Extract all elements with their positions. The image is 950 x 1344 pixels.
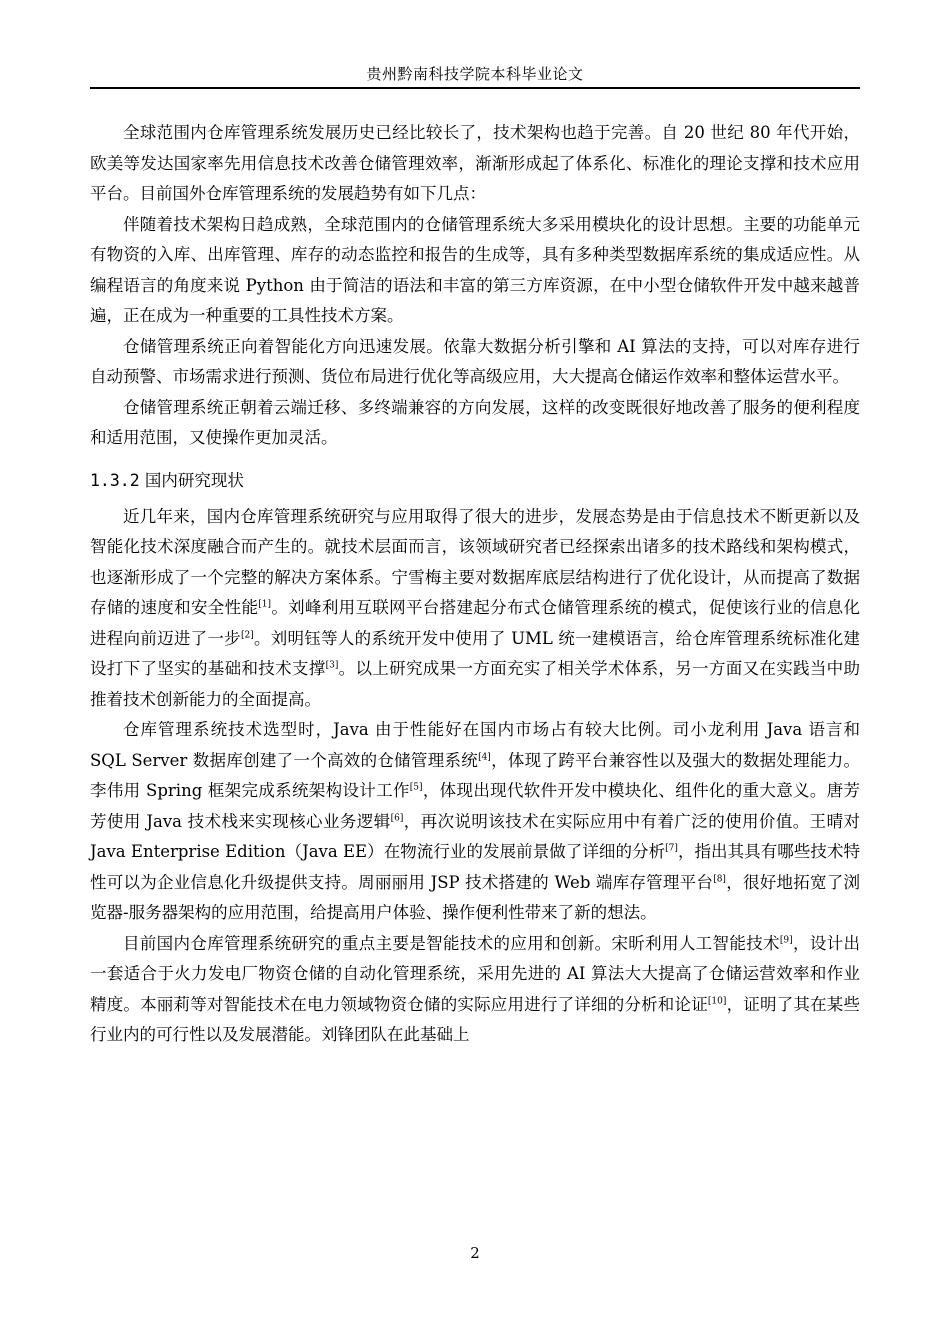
citation[interactable]: [9] xyxy=(779,935,793,945)
paragraph: 仓储管理系统正向着智能化方向迅速发展。依靠大数据分析引擎和 AI 算法的支持，可以对库存进行自动预警、市场需求进行预测、货位布局进行优化等高级应用，大大提高仓储运作效率和整体运营水平。 xyxy=(90,336,860,386)
section-title: 国内研究现状 xyxy=(144,470,244,490)
text-run: ，体现出现代软件开发中模块化、组件化的重大意义。唐芳芳使用 Java 技术栈来实现核心业务逻辑 xyxy=(90,781,860,831)
text-run: 目前国内仓库管理系统研究的重点主要是智能技术的应用和创新。宋昕利用人工智能技术 xyxy=(123,933,780,953)
paragraph xyxy=(90,502,860,716)
text-run: ，证明了其在某些行业内的可行性以及发展潜能。刘锋团队在此基础上 xyxy=(90,994,861,1044)
citation[interactable]: [1] xyxy=(258,599,272,610)
citation[interactable]: [8] xyxy=(713,874,726,884)
text-run: 近几年来，国内仓库管理系统研究与应用取得了很大的进步，发展态势是由于信息技术不断更新以及智能化技术深度融合而产生的。就技术层面而言，该领域研究者已经探索出诸多的技术路线和架构模式，也逐渐形成了一个完整的解决方案体系。宁雪梅主要对数据库底层结构进行了优化设计，从而提高了数据存储的速度和安全性能 xyxy=(90,506,860,617)
citation[interactable]: [4] xyxy=(478,752,491,762)
citation[interactable]: [2] xyxy=(240,630,254,640)
paragraph xyxy=(90,929,860,1051)
section-heading xyxy=(90,466,860,496)
paragraph: 全球范围内仓库管理系统发展历史已经比较长了，技术架构也趋于完善。自 20 世纪 80 年代开始，欧美等发达国家率先用信息技术改善仓储管理效率，渐渐形成起了体系化、标准化的理论支撑和技术应用平台。目前国外仓库管理系统的发展趋势有如下几点： xyxy=(90,123,860,203)
citation[interactable]: [5] xyxy=(409,782,423,793)
paragraph: 伴随着技术架构日趋成熟，全球范围内的仓储管理系统大多采用模块化的设计思想。主要的功能单元有物资的入库、出库管理、库存的动态监控和报告的生成等，具有多种类型数据库系统的集成适应性。从编程语言的角度来说 Python 由于简洁的语法和丰富的第三方库资源，在中小型仓储软件开发中越来越普遍，正在成为一种重要的工具性技术方案。 xyxy=(90,214,860,325)
body-text xyxy=(90,118,860,1051)
text-run: 。刘明钰等人的系统开发中使用了 UML 统一建模语言，给仓库管理系统标准化建设打下了坚实的基础和技术支撑 xyxy=(90,628,861,678)
text-run: ，指出其具有哪些技术特性可以为企业信息化升级提供支持。周丽丽用 JSP 技术搭建的 Web 端库存管理平台 xyxy=(90,842,860,892)
text-run: ，很好地拓宽了浏览器-服务器架构的应用范围，给提高用户体验、操作便利性带来了新的想法。 xyxy=(90,872,860,922)
text-run: ，体现了跨平台兼容性以及强大的数据处理能力。李伟用 Spring 框架完成系统架构设计工作 xyxy=(90,750,860,800)
text-run: 。以上研究成果一方面充实了相关学术体系，另一方面又在实践当中助推着技术创新能力的全面提高。 xyxy=(90,659,861,709)
header-rule xyxy=(90,87,860,89)
running-header: 贵州黔南科技学院本科毕业论文 xyxy=(366,65,584,83)
citation[interactable]: [6] xyxy=(390,813,404,823)
section-number: 1.3.2 xyxy=(90,470,140,490)
citation[interactable]: [7] xyxy=(665,843,678,854)
citation[interactable]: [3] xyxy=(325,660,339,671)
paragraph xyxy=(90,715,860,929)
paragraph: 仓储管理系统正朝着云端迁移、多终端兼容的方向发展，这样的改变既很好地改善了服务的便利程度和适用范围，又使操作更加灵活。 xyxy=(90,397,860,447)
text-run: ，再次说明该技术在实际应用中有着广泛的使用价值。王晴对 Java Enterprise Edition（Java EE）在物流行业的发展前景做了详细的分析 xyxy=(90,811,860,861)
citation[interactable]: [10] xyxy=(707,996,727,1006)
page-number: 2 xyxy=(470,1244,480,1262)
text-run: ，设计出一套适合于火力发电厂物资仓储的自动化管理系统，采用先进的 AI 算法大大提高了仓储运营效率和作业精度。本丽莉等对智能技术在电力领域物资仓储的实际应用进行了详细的分析和论证 xyxy=(90,933,861,1014)
text-run: 。刘峰利用互联网平台搭建起分布式仓储管理系统的模式，促使该行业的信息化进程向前迈进了一步 xyxy=(90,598,861,648)
text-run: 仓库管理系统技术选型时，Java 由于性能好在国内市场占有较大比例。司小龙利用 Java 语言和 SQL Server 数据库创建了一个高效的仓储管理系统 xyxy=(90,720,860,770)
